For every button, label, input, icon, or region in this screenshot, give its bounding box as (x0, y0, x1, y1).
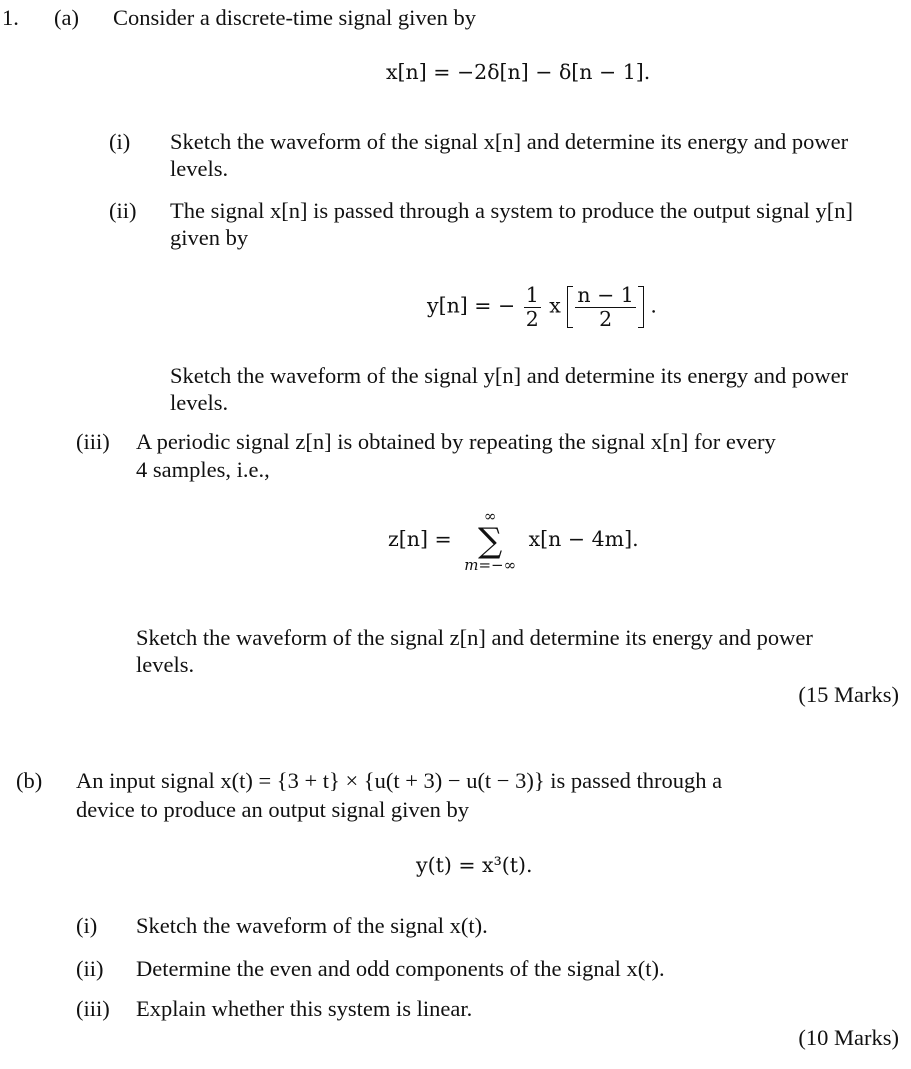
equation-y-end: . (650, 293, 657, 318)
part-a-iii-after2: levels. (136, 652, 195, 677)
part-a-marks: (15 Marks) (798, 682, 899, 707)
summation (464, 508, 516, 573)
equation-y-fraction (524, 284, 541, 330)
part-a-iii-label: (iii) (76, 429, 110, 454)
part-b-marks: (10 Marks) (798, 1025, 899, 1050)
part-b-line2: device to produce an output signal given by (76, 797, 470, 822)
part-a-iii-line1: A periodic signal z[n] is obtained by repeating the signal x[n] for every (136, 429, 776, 454)
equation-z-rhs: x[n − 4m]. (528, 527, 639, 552)
equation-y-ceil-num: n − 1 (577, 283, 634, 307)
part-a-ii-after2: levels. (170, 390, 229, 415)
part-b-iii-text: Explain whether this system is linear. (136, 996, 473, 1021)
part-a-iii-after1: Sketch the waveform of the signal z[n] and determine its energy and power (136, 625, 813, 650)
summation-upper: ∞ (483, 507, 497, 525)
part-a-ii-line1: The signal x[n] is passed through a system to produce the output signal y[n] (170, 198, 853, 223)
part-b-ii-text: Determine the even and odd components of the signal x(t). (136, 956, 665, 981)
equation-y (427, 284, 657, 330)
equation-x: x[n] = −2δ[n] − δ[n − 1]. (386, 60, 651, 84)
equation-y-ceil-den: 2 (575, 307, 635, 331)
part-b-i-text: Sketch the waveform of the signal x(t). (136, 913, 488, 938)
equation-y-lhs: y[n] = − (427, 293, 516, 318)
part-a-ii-line2: given by (170, 225, 249, 250)
equation-y-ceiling (567, 284, 643, 330)
equation-z-lhs: z[n] = (388, 527, 452, 552)
part-a-iii-line2: 4 samples, i.e., (136, 457, 270, 482)
part-b-line1: An input signal x(t) = {3 + t} × {u(t + 3) − u(t − 3)} is passed through a (76, 768, 723, 793)
question-number: 1. (2, 5, 19, 30)
part-a-i-line1: Sketch the waveform of the signal x[n] and determine its energy and power (170, 129, 849, 154)
part-a-i-label: (i) (109, 129, 131, 154)
part-a-ii-label: (ii) (109, 198, 137, 223)
equation-y-x: x (549, 293, 561, 318)
part-a-label: (a) (54, 5, 79, 30)
equation-y-ceil-fraction (575, 284, 635, 330)
part-a-ii-after1: Sketch the waveform of the signal y[n] and determine its energy and power (170, 363, 849, 388)
equation-z (388, 508, 639, 573)
part-a-i-line2: levels. (170, 156, 229, 181)
summation-lower: m=−∞ (464, 555, 517, 574)
equation-y-frac-den: 2 (525, 306, 539, 331)
part-b-iii-label: (iii) (76, 996, 110, 1021)
part-b-ii-label: (ii) (76, 956, 104, 981)
equation-y-frac-num: 1 (525, 283, 539, 307)
summation-sigma: ∑ (478, 520, 503, 561)
part-a-intro: Consider a discrete-time signal given by (113, 5, 477, 30)
equation-y-t: y(t) = x³(t). (416, 853, 533, 877)
part-b-label: (b) (16, 768, 43, 793)
part-b-i-label: (i) (76, 913, 98, 938)
